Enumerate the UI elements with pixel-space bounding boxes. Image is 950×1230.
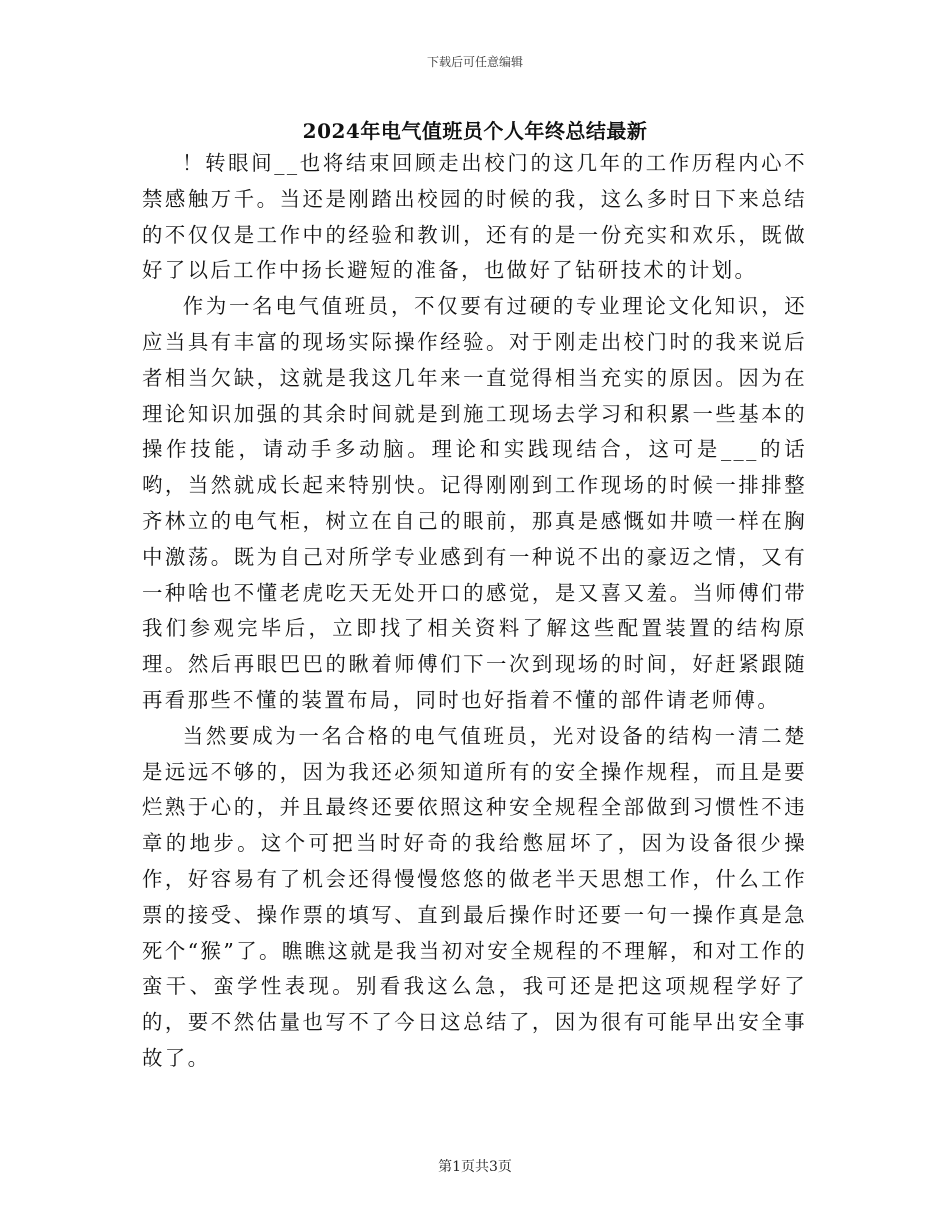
document-title: 2024年电气值班员个人年终总结最新 bbox=[302, 119, 648, 143]
paragraph-2: 作为一名电气值班员，不仅要有过硬的专业理论文化知识，还应当具有丰富的现场实际操作经验。对于刚走出校门时的我来说后者相当欠缺，这就是我这几年来一直觉得相当充实的原因。因为在理论知识加强的其余时间就是到施工现场去学习和积累一些基本的操作技能，请动手多动脑。理论和实践现结合，这可是___的话哟，当然就成长起来特别快。记得刚刚到工作现场的时候一排排整齐林立的电气柜，树立在自己的眼前，那真是感慨如井喷一样在胸中激荡。既为自己对所学专业感到有一种说不出的豪迈之情，又有一种啥也不懂老虎吃天无处开口的感觉，是又喜又羞。当师傅们带我们参观完毕后，立即找了相关资料了解这些配置装置的结构原理。然后再眼巴巴的瞅着师傅们下一次到现场的时间，好赶紧跟随再看那些不懂的装置布局，同时也好指着不懂的部件请老师傅。 bbox=[142, 294, 807, 712]
paragraph-1: ！转眼间__也将结束回顾走出校门的这几年的工作历程内心不禁感触万千。当还是刚踏出校园的时候的我，这么多时日下来总结的不仅仅是工作中的经验和教训，还有的是一份充实和欢乐，既做好了以后工作中扬长避短的准备，也做好了钻研技术的计划。 bbox=[142, 151, 807, 283]
paragraph-3: 当然要成为一名合格的电气值班员，光对设备的结构一清二楚是远远不够的，因为我还必须知道所有的安全操作规程，而且是要烂熟于心的，并且最终还要依照这种安全规程全部做到习惯性不违章的地步。这个可把当时好奇的我给憋屈坏了，因为设备很少操作，好容易有了机会还得慢慢悠悠的做老半天思想工作，什么工作票的接受、操作票的填写、直到最后操作时还要一句一操作真是急死个“猴”了。瞧瞧这就是我当初对安全规程的不理解，和对工作的蛮干、蛮学性表现。别看我这么急，我可还是把这项规程学好了的，要不然估量也写不了今日这总结了，因为很有可能早出安全事故了。 bbox=[142, 723, 807, 1070]
document-body bbox=[142, 146, 807, 1077]
page-number: 第1页共3页 bbox=[438, 1159, 512, 1175]
header-note: 下载后可任意编辑 bbox=[426, 55, 523, 69]
